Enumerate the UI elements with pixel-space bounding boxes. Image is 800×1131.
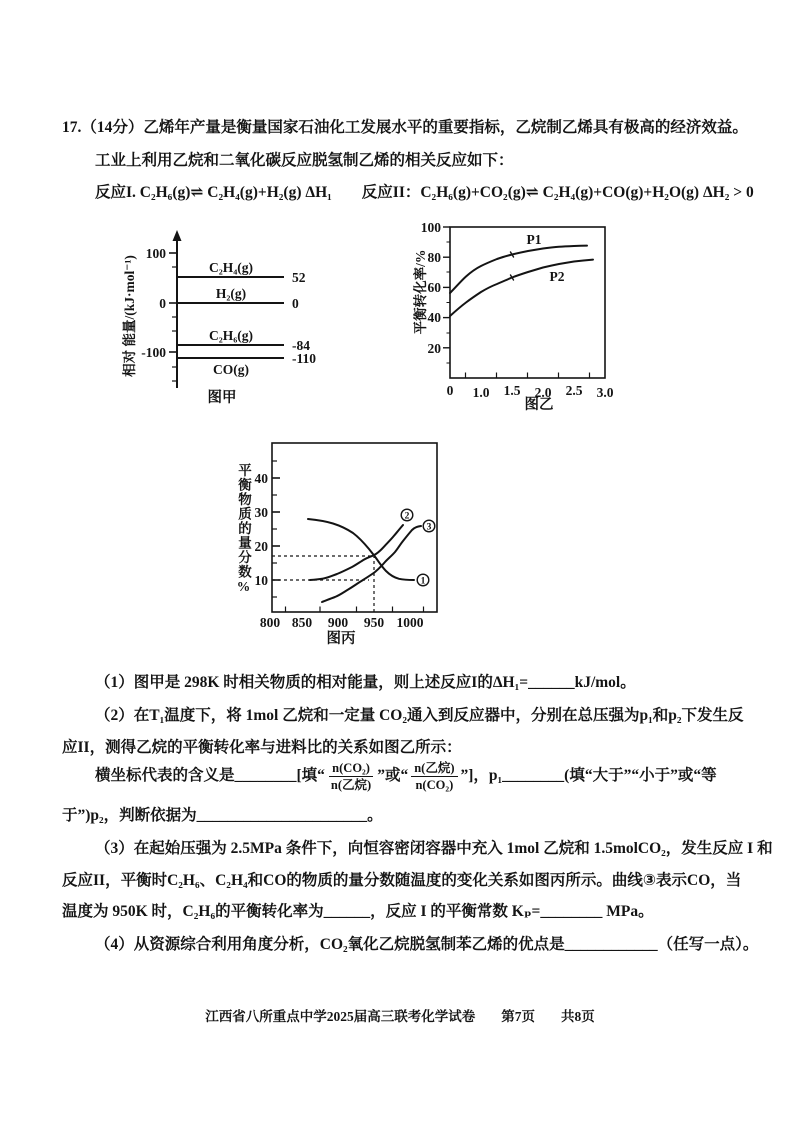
bing-digit-1: 1 bbox=[420, 576, 426, 587]
jia-species-co: CO(g) bbox=[213, 362, 249, 377]
bing-curve-2 bbox=[310, 525, 403, 580]
reaction-1: 反应I. C₂H₆(g)⇌ C₂H₄(g)+H₂(g) ΔH₁ bbox=[95, 184, 332, 201]
bing-xtick-850: 850 bbox=[291, 615, 313, 630]
yi-ytick-100: 100 bbox=[420, 220, 441, 235]
yi-x-ticks bbox=[466, 373, 590, 379]
bing-curve-labels bbox=[401, 509, 435, 586]
yi-xtick-2-5: 2.5 bbox=[565, 383, 583, 398]
part-2-line4: 于”)p₂，判断依据为______________________。 bbox=[62, 807, 383, 824]
jia-species-h2: H₂(g) bbox=[215, 286, 247, 301]
yi-caption: 图乙 bbox=[524, 397, 554, 413]
jia-y-axis bbox=[169, 230, 182, 388]
question-intro-line1: 17.（14分）乙烯年产量是衡量国家石油化工发展水平的重要指标，乙烷制乙烯具有极高的经济效益。 bbox=[62, 119, 748, 136]
jia-y-tick-labels bbox=[141, 246, 166, 360]
yi-xtick-2: 2.0 bbox=[534, 385, 552, 400]
fraction-numerator: n(乙烷) bbox=[411, 761, 457, 777]
bing-y-ticks bbox=[272, 461, 280, 597]
bing-ytick-30: 30 bbox=[254, 505, 268, 520]
bing-digit-2: 2 bbox=[404, 511, 410, 522]
question-intro-line2: 工业上利用乙烷和二氧化碳反应脱氢制乙烯的相关反应如下： bbox=[95, 152, 514, 169]
yi-xtick-3: 3.0 bbox=[596, 385, 614, 400]
jia-energy-values bbox=[292, 270, 316, 366]
yi-label-p1: P1 bbox=[526, 232, 542, 247]
fraction-ethane-over-co2 bbox=[411, 761, 457, 792]
yi-curve-p1 bbox=[450, 246, 587, 293]
part-2-fill-line bbox=[95, 758, 717, 794]
yi-label-p2: P2 bbox=[549, 269, 565, 284]
fraction-denominator: n(CO₂) bbox=[415, 777, 454, 792]
jia-caption: 图甲 bbox=[207, 390, 237, 406]
reaction-line bbox=[95, 183, 754, 202]
part-4-text: （4）从资源综合利用角度分析，CO₂氧化乙烷脱氢制苯乙烯的优点是____________（任写一点）。 bbox=[95, 936, 759, 953]
footer-page-number: 第7页 bbox=[501, 1009, 535, 1024]
yi-ytick-40: 40 bbox=[427, 310, 441, 325]
bing-digit-3: 3 bbox=[426, 522, 432, 533]
yi-y-ticks bbox=[443, 227, 450, 363]
figure-yi-conversion-plot bbox=[393, 213, 688, 413]
jia-ytick-n100: -100 bbox=[141, 345, 166, 360]
jia-ytick-0: 0 bbox=[159, 296, 166, 311]
figure-jia-energy-diagram bbox=[98, 228, 418, 413]
axis-arrow-icon bbox=[173, 230, 182, 241]
bing-dashed-guides bbox=[272, 556, 374, 612]
bing-x-ticks bbox=[286, 607, 424, 613]
yi-curve-p2 bbox=[450, 260, 593, 316]
bing-y-axis-title: 平衡物质的量分数% bbox=[236, 463, 251, 595]
jia-value-n84: -84 bbox=[292, 338, 310, 353]
yi-ytick-20: 20 bbox=[427, 341, 441, 356]
yi-xtick-0: 0 bbox=[446, 383, 454, 398]
part-3-line1: （3）在起始压强为 2.5MPa 条件下，向恒容密闭容器中充入 1mol 乙烷和 1.5molCO₂，发生反应 I 和 bbox=[95, 840, 773, 857]
part-2-line2: 应II，测得乙烷的平衡转化率与进料比的关系如图乙所示： bbox=[62, 739, 462, 756]
yi-ytick-80: 80 bbox=[427, 250, 441, 265]
bing-curve-3 bbox=[322, 526, 421, 602]
fill-seg1: 横坐标代表的含义是________[填“ bbox=[95, 767, 325, 785]
jia-ytick-100: 100 bbox=[145, 246, 166, 261]
jia-value-52: 52 bbox=[292, 270, 306, 285]
reaction-2: 反应II：C₂H₆(g)+CO₂(g)⇌ C₂H₄(g)+CO(g)+H₂O(g) ΔH₂ > 0 bbox=[361, 184, 754, 201]
bing-y-tick-labels bbox=[255, 471, 269, 588]
footer-page-total: 共8页 bbox=[561, 1009, 595, 1024]
yi-y-axis-title: 平衡转化率/% bbox=[413, 249, 428, 335]
fill-seg3: ”]，p₁________(填“大于”“小于”或“等 bbox=[460, 767, 717, 785]
bing-ytick-20: 20 bbox=[254, 539, 268, 554]
figure-bing-fraction-plot bbox=[213, 438, 478, 653]
bing-xtick-950: 950 bbox=[363, 615, 385, 630]
jia-species-c2h4: C₂H₄(g) bbox=[208, 260, 254, 275]
yi-xtick-1: 1.0 bbox=[472, 385, 490, 400]
part-3-line2: 反应II，平衡时C₂H₆、C₂H₄和CO的物质的量分数随温度的变化关系如图丙所示。曲线③表示CO，当 bbox=[62, 872, 742, 889]
figure-bing-chart bbox=[213, 438, 478, 653]
jia-species-c2h6: C₂H₆(g) bbox=[208, 328, 254, 343]
bing-xtick-900: 900 bbox=[327, 615, 349, 630]
bing-ytick-10: 10 bbox=[254, 573, 268, 588]
page-footer bbox=[0, 1005, 800, 1025]
fill-seg2: ”或“ bbox=[377, 767, 409, 785]
part-3-line3: 温度为 950K 时，C₂H₆的平衡转化率为______，反应 I 的平衡常数 Kₚ=________ MPa。 bbox=[62, 903, 654, 920]
yi-ytick-60: 60 bbox=[427, 280, 441, 295]
part-2-line1: （2）在T₁温度下，将 1mol 乙烷和一定量 CO₂通入到反应器中，分别在总压强为p₁和p₂下发生反 bbox=[95, 707, 744, 724]
jia-value-n110: -110 bbox=[292, 351, 317, 366]
jia-value-0: 0 bbox=[292, 296, 299, 311]
fraction-numerator: n(CO₂) bbox=[329, 761, 373, 777]
part-1-text: （1）图甲是 298K 时相关物质的相对能量，则上述反应I的ΔH₁=______kJ/mol。 bbox=[95, 674, 636, 691]
yi-plot-box bbox=[450, 227, 605, 378]
fraction-denominator: n(乙烷) bbox=[330, 777, 372, 792]
yi-xtick-1-5: 1.5 bbox=[503, 383, 521, 398]
figure-jia-chart bbox=[98, 228, 418, 413]
bing-ytick-40: 40 bbox=[254, 471, 268, 486]
jia-y-axis-title: 相对 能量/(kJ·mol⁻¹) bbox=[122, 255, 137, 377]
bing-caption: 图丙 bbox=[326, 631, 356, 647]
bing-xtick-800: 800 bbox=[259, 615, 281, 630]
bing-x-tick-labels bbox=[260, 615, 424, 630]
bing-xtick-1000: 1000 bbox=[396, 615, 424, 630]
footer-exam-title: 江西省八所重点中学2025届高三联考化学试卷 bbox=[205, 1009, 476, 1024]
fraction-co2-over-ethane bbox=[328, 761, 374, 792]
figure-yi-chart bbox=[393, 213, 688, 413]
